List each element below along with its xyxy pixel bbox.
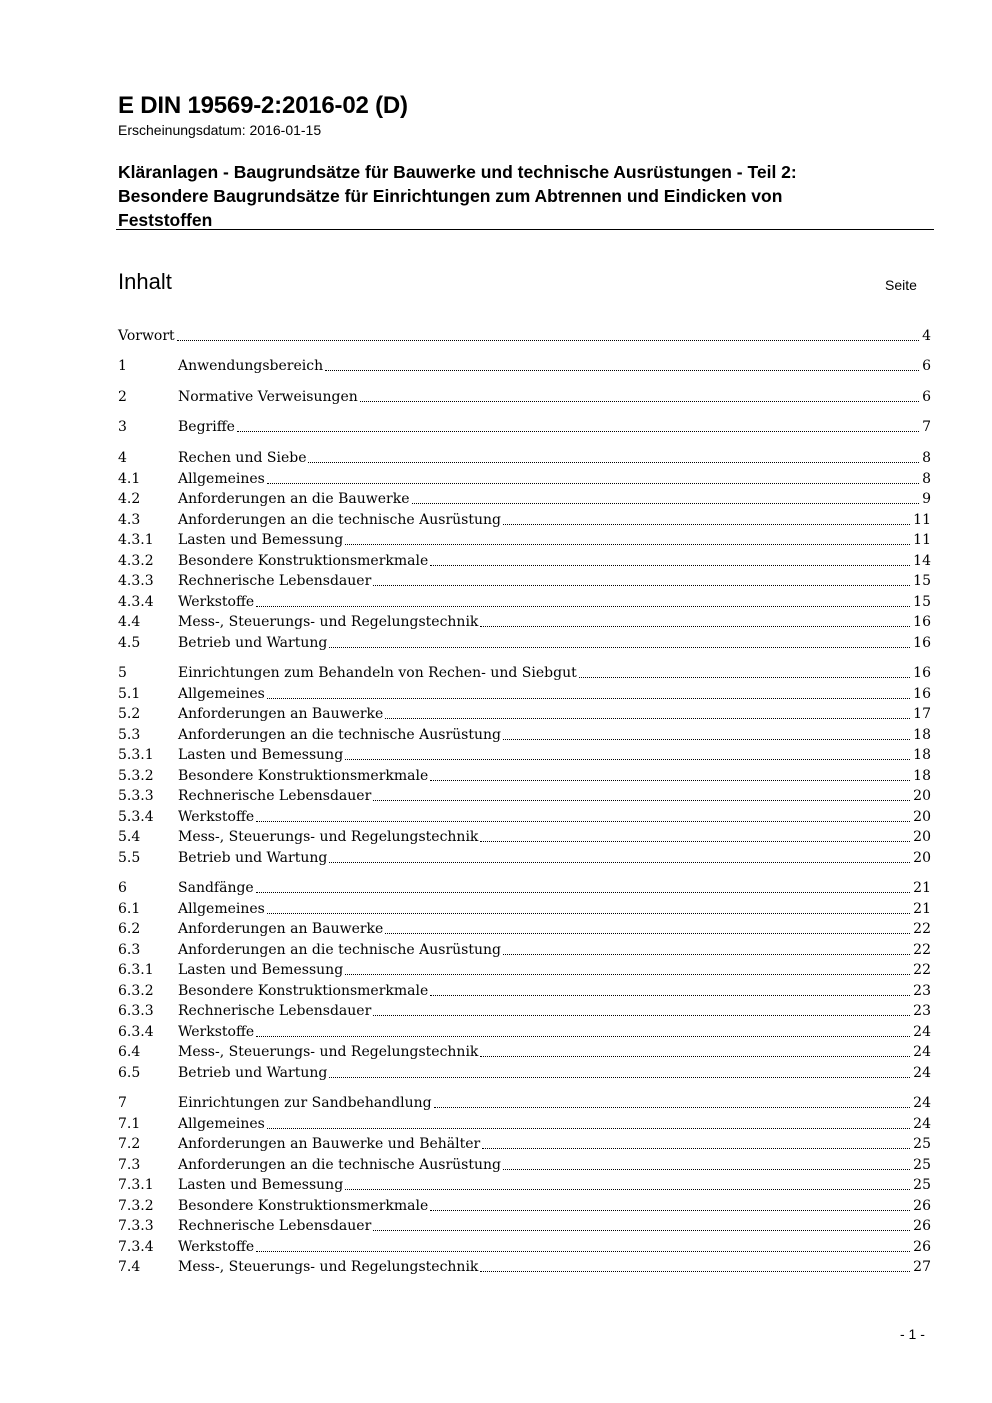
toc-dot-leader <box>329 1064 911 1082</box>
toc-dot-leader <box>503 941 911 959</box>
toc-entry-page: 25 <box>913 1157 931 1173</box>
toc-entry-number: 5.3.2 <box>118 768 154 784</box>
toc-entry-page: 16 <box>913 635 931 651</box>
title-divider <box>116 229 934 230</box>
toc-entry-number: 4.3 <box>118 512 141 528</box>
toc-entry-number: 7.1 <box>118 1116 141 1132</box>
toc-entry[interactable] <box>118 1156 931 1174</box>
toc-entry[interactable] <box>118 1217 931 1235</box>
toc-dot-leader <box>360 388 920 406</box>
toc-dot-leader <box>256 1238 911 1256</box>
toc-entry-number: 6 <box>118 880 127 896</box>
toc-entry[interactable] <box>118 1176 931 1194</box>
toc-entry-page: 8 <box>922 450 931 466</box>
toc-entry[interactable] <box>118 982 931 1000</box>
toc-entry-page: 6 <box>922 389 931 405</box>
toc-entry-page: 16 <box>913 665 931 681</box>
toc-entry-page: 18 <box>913 747 931 763</box>
toc-entry[interactable] <box>118 388 931 406</box>
toc-entry[interactable] <box>118 1258 931 1276</box>
toc-entry[interactable] <box>118 490 931 508</box>
toc-entry-label: Besondere Konstruktionsmerkmale <box>178 1198 429 1214</box>
toc-entry[interactable] <box>118 634 931 652</box>
toc-entry-page: 11 <box>913 532 931 548</box>
toc-entry[interactable] <box>118 449 931 467</box>
toc-entry-page: 7 <box>922 419 931 435</box>
toc-entry-page: 24 <box>913 1065 931 1081</box>
toc-entry-label: Allgemeines <box>178 901 265 917</box>
toc-entry[interactable] <box>118 357 931 375</box>
toc-entry-number: 4.4 <box>118 614 141 630</box>
toc-dot-leader <box>267 470 920 488</box>
toc-entry-label: Besondere Konstruktionsmerkmale <box>178 553 429 569</box>
toc-entry-label: Allgemeines <box>178 471 265 487</box>
toc-entry[interactable] <box>118 726 931 744</box>
toc-entry-page: 25 <box>913 1177 931 1193</box>
toc-entry-page: 23 <box>913 1003 931 1019</box>
toc-entry-number: 7.2 <box>118 1136 141 1152</box>
toc-entry-label: Begriffe <box>178 419 235 435</box>
toc-dot-leader <box>373 572 911 590</box>
toc-entry-label: Anforderungen an Bauwerke <box>178 921 384 937</box>
toc-entry[interactable] <box>118 552 931 570</box>
toc-dot-leader <box>434 1094 912 1112</box>
toc-dot-leader <box>308 449 920 467</box>
toc-entry-label: Mess-, Steuerungs- und Regelungstechnik <box>178 614 479 630</box>
toc-entry-label: Mess-, Steuerungs- und Regelungstechnik <box>178 1259 479 1275</box>
toc-entry-page: 20 <box>913 788 931 804</box>
toc-entry-label: Allgemeines <box>178 686 265 702</box>
toc-entry-number: 4 <box>118 450 127 466</box>
toc-entry-page: 24 <box>913 1095 931 1111</box>
toc-entry-label: Werkstoffe <box>178 809 255 825</box>
toc-entry-page: 6 <box>922 358 931 374</box>
toc-dot-leader <box>430 1197 911 1215</box>
toc-entry-label: Anwendungsbereich <box>178 358 324 374</box>
toc-entry[interactable] <box>118 1197 931 1215</box>
subtitle-line: Besondere Baugrundsätze für Einrichtungen zum Abtrennen und Eindicken von <box>118 186 783 206</box>
toc-entry-label: Lasten und Bemessung <box>178 1177 344 1193</box>
toc-entry-page: 23 <box>913 983 931 999</box>
toc-entry-page: 20 <box>913 809 931 825</box>
toc-dot-leader <box>256 593 911 611</box>
toc-entry-label: Allgemeines <box>178 1116 265 1132</box>
toc-dot-leader <box>345 1176 911 1194</box>
toc-entry-label: Besondere Konstruktionsmerkmale <box>178 768 429 784</box>
toc-entry[interactable] <box>118 572 931 590</box>
toc-entry-label: Anforderungen an Bauwerke und Behälter <box>178 1136 481 1152</box>
toc-entry-number: 6.2 <box>118 921 141 937</box>
toc-dot-leader <box>480 1258 911 1276</box>
toc-entry-label: Besondere Konstruktionsmerkmale <box>178 983 429 999</box>
document-subtitle <box>118 160 938 232</box>
toc-dot-leader <box>482 1135 911 1153</box>
toc-dot-leader <box>267 900 911 918</box>
toc-dot-leader <box>345 531 911 549</box>
toc-entry-number: 4.3.1 <box>118 532 154 548</box>
toc-entry-page: 24 <box>913 1044 931 1060</box>
toc-entry-label: Anforderungen an die technische Ausrüstung <box>178 942 501 958</box>
toc-dot-leader <box>579 664 911 682</box>
toc-entry-page: 22 <box>913 962 931 978</box>
toc-entry[interactable] <box>118 746 931 764</box>
toc-entry[interactable] <box>118 879 931 897</box>
toc-dot-leader <box>412 490 921 508</box>
toc-dot-leader <box>177 327 920 345</box>
toc-entry-number: 6.3.1 <box>118 962 154 978</box>
toc-entry-page: 15 <box>913 594 931 610</box>
toc-entry[interactable] <box>118 920 931 938</box>
toc-entry-page: 11 <box>913 512 931 528</box>
document-title: E DIN 19569-2:2016-02 (D) <box>118 92 408 119</box>
toc-entry-number: 7.4 <box>118 1259 141 1275</box>
page-column-label: Seite <box>885 277 917 293</box>
toc-heading: Inhalt <box>118 269 172 294</box>
toc-entry[interactable] <box>118 767 931 785</box>
toc-entry-label: Rechnerische Lebensdauer <box>178 1218 372 1234</box>
toc-entry-page: 26 <box>913 1239 931 1255</box>
toc-entry-number: 5.4 <box>118 829 141 845</box>
toc-entry-page: 22 <box>913 942 931 958</box>
toc-entry-number: 5.5 <box>118 850 141 866</box>
toc-entry-number: 6.3.4 <box>118 1024 154 1040</box>
toc-entry[interactable] <box>118 327 931 345</box>
toc-entry-page: 16 <box>913 614 931 630</box>
toc-entry[interactable] <box>118 418 931 436</box>
toc-entry-page: 9 <box>922 491 931 507</box>
toc-entry[interactable] <box>118 941 931 959</box>
toc-entry-number: 5.1 <box>118 686 141 702</box>
toc-entry[interactable] <box>118 1023 931 1041</box>
toc-entry-number: 4.5 <box>118 635 141 651</box>
toc-entry-number: 2 <box>118 389 127 405</box>
toc-entry-number: 1 <box>118 358 127 374</box>
toc-dot-leader <box>345 746 911 764</box>
toc-dot-leader <box>267 1115 911 1133</box>
toc-dot-leader <box>480 1043 911 1061</box>
toc-entry-number: 7 <box>118 1095 127 1111</box>
toc-dot-leader <box>267 685 911 703</box>
toc-entry-number: 6.1 <box>118 901 141 917</box>
toc-entry[interactable] <box>118 1002 931 1020</box>
toc-entry[interactable] <box>118 808 931 826</box>
toc-dot-leader <box>373 787 911 805</box>
toc-entry-number: 7.3.2 <box>118 1198 154 1214</box>
toc-entry-page: 21 <box>913 880 931 896</box>
toc-dot-leader <box>430 552 911 570</box>
toc-dot-leader <box>430 767 911 785</box>
toc-entry-label: Lasten und Bemessung <box>178 962 344 978</box>
toc-dot-leader <box>237 418 920 436</box>
toc-entry-number: 6.3.2 <box>118 983 154 999</box>
toc-entry-page: 21 <box>913 901 931 917</box>
toc-entry-number: 7.3.4 <box>118 1239 154 1255</box>
toc-entry[interactable] <box>118 1043 931 1061</box>
toc-entry-label: Mess-, Steuerungs- und Regelungstechnik <box>178 829 479 845</box>
toc-entry-page: 24 <box>913 1116 931 1132</box>
toc-entry-label: Werkstoffe <box>178 594 255 610</box>
publication-date: Erscheinungsdatum: 2016-01-15 <box>118 122 322 138</box>
toc-entry-number: 4.3.4 <box>118 594 154 610</box>
toc-entry-page: 26 <box>913 1198 931 1214</box>
toc-entry-label: Vorwort <box>118 328 175 344</box>
toc-dot-leader <box>503 1156 911 1174</box>
toc-entry-label: Betrieb und Wartung <box>178 850 328 866</box>
toc-entry[interactable] <box>118 1238 931 1256</box>
toc-entry-label: Betrieb und Wartung <box>178 635 328 651</box>
toc-entry[interactable] <box>118 613 931 631</box>
toc-entry[interactable] <box>118 705 931 723</box>
toc-dot-leader <box>385 705 911 723</box>
toc-entry-number: 6.3.3 <box>118 1003 154 1019</box>
toc-entry-page: 20 <box>913 850 931 866</box>
toc-entry-label: Werkstoffe <box>178 1239 255 1255</box>
toc-entry-number: 6.3 <box>118 942 141 958</box>
toc-entry[interactable] <box>118 1064 931 1082</box>
toc-dot-leader <box>256 1023 911 1041</box>
toc-dot-leader <box>329 634 911 652</box>
toc-entry-number: 4.1 <box>118 471 141 487</box>
toc-entry-page: 26 <box>913 1218 931 1234</box>
toc-entry[interactable] <box>118 1094 931 1112</box>
toc-entry[interactable] <box>118 531 931 549</box>
toc-entry-number: 5.2 <box>118 706 141 722</box>
toc-entry-number: 5 <box>118 665 127 681</box>
toc-entry-number: 7.3.3 <box>118 1218 154 1234</box>
toc-entry[interactable] <box>118 1135 931 1153</box>
toc-entry-label: Anforderungen an die technische Ausrüstung <box>178 727 501 743</box>
toc-entry[interactable] <box>118 593 931 611</box>
toc-dot-leader <box>256 879 911 897</box>
toc-entry-label: Einrichtungen zum Behandeln von Rechen- und Siebgut <box>178 665 577 681</box>
toc-entry-page: 22 <box>913 921 931 937</box>
toc-entry[interactable] <box>118 849 931 867</box>
toc-dot-leader <box>256 808 911 826</box>
toc-entry-number: 4.3.2 <box>118 553 154 569</box>
toc-entry-label: Rechnerische Lebensdauer <box>178 1003 372 1019</box>
toc-entry-page: 18 <box>913 727 931 743</box>
toc-entry[interactable] <box>118 470 931 488</box>
toc-entry-label: Sandfänge <box>178 880 254 896</box>
toc-entry-label: Lasten und Bemessung <box>178 532 344 548</box>
toc-dot-leader <box>385 920 911 938</box>
toc-entry-page: 14 <box>913 553 931 569</box>
toc-entry-label: Lasten und Bemessung <box>178 747 344 763</box>
toc-entry-number: 6.5 <box>118 1065 141 1081</box>
toc-entry-page: 16 <box>913 686 931 702</box>
toc-entry[interactable] <box>118 664 931 682</box>
toc-dot-leader <box>325 357 920 375</box>
toc-entry-number: 6.4 <box>118 1044 141 1060</box>
toc-entry-label: Betrieb und Wartung <box>178 1065 328 1081</box>
toc-entry-number: 5.3 <box>118 727 141 743</box>
toc-entry-page: 4 <box>922 328 931 344</box>
toc-entry-page: 18 <box>913 768 931 784</box>
subtitle-line: Kläranlagen - Baugrundsätze für Bauwerke und technische Ausrüstungen - Teil 2: <box>118 162 797 182</box>
toc-dot-leader <box>480 828 911 846</box>
toc-dot-leader <box>480 613 911 631</box>
toc-entry-number: 5.3.3 <box>118 788 154 804</box>
toc-entry-number: 5.3.4 <box>118 809 154 825</box>
toc-entry-page: 8 <box>922 471 931 487</box>
toc-entry-label: Mess-, Steuerungs- und Regelungstechnik <box>178 1044 479 1060</box>
toc-entry-page: 25 <box>913 1136 931 1152</box>
toc-entry[interactable] <box>118 511 931 529</box>
toc-entry-page: 15 <box>913 573 931 589</box>
toc-dot-leader <box>373 1002 911 1020</box>
toc-entry-label: Normative Verweisungen <box>178 389 358 405</box>
toc-entry-label: Werkstoffe <box>178 1024 255 1040</box>
toc-dot-leader <box>430 982 911 1000</box>
toc-entry[interactable] <box>118 828 931 846</box>
page-number: - 1 - <box>900 1326 925 1342</box>
toc-entry[interactable] <box>118 1115 931 1133</box>
toc-dot-leader <box>503 511 911 529</box>
toc-entry[interactable] <box>118 685 931 703</box>
toc-entry-label: Rechen und Siebe <box>178 450 307 466</box>
toc-entry-number: 4.2 <box>118 491 141 507</box>
toc-entry-page: 24 <box>913 1024 931 1040</box>
subtitle-line: Feststoffen <box>118 210 213 230</box>
toc-entry-number: 7.3.1 <box>118 1177 154 1193</box>
toc-entry-label: Einrichtungen zur Sandbehandlung <box>178 1095 432 1111</box>
toc-entry-page: 27 <box>913 1259 931 1275</box>
toc-entry-label: Anforderungen an die Bauwerke <box>178 491 410 507</box>
toc-dot-leader <box>345 961 911 979</box>
toc-dot-leader <box>503 726 911 744</box>
toc-entry-number: 7.3 <box>118 1157 141 1173</box>
toc-entry-label: Anforderungen an Bauwerke <box>178 706 384 722</box>
toc-entry-page: 20 <box>913 829 931 845</box>
toc-entry-label: Rechnerische Lebensdauer <box>178 788 372 804</box>
toc-dot-leader <box>329 849 911 867</box>
toc-entry-label: Rechnerische Lebensdauer <box>178 573 372 589</box>
toc-dot-leader <box>373 1217 911 1235</box>
toc-entry-label: Anforderungen an die technische Ausrüstung <box>178 512 501 528</box>
toc-entry-number: 4.3.3 <box>118 573 154 589</box>
toc-entry-number: 5.3.1 <box>118 747 154 763</box>
toc-entry-page: 17 <box>913 706 931 722</box>
toc-entry[interactable] <box>118 787 931 805</box>
toc-entry[interactable] <box>118 900 931 918</box>
toc-entry-number: 3 <box>118 419 127 435</box>
toc-entry[interactable] <box>118 961 931 979</box>
toc-entry-label: Anforderungen an die technische Ausrüstung <box>178 1157 501 1173</box>
